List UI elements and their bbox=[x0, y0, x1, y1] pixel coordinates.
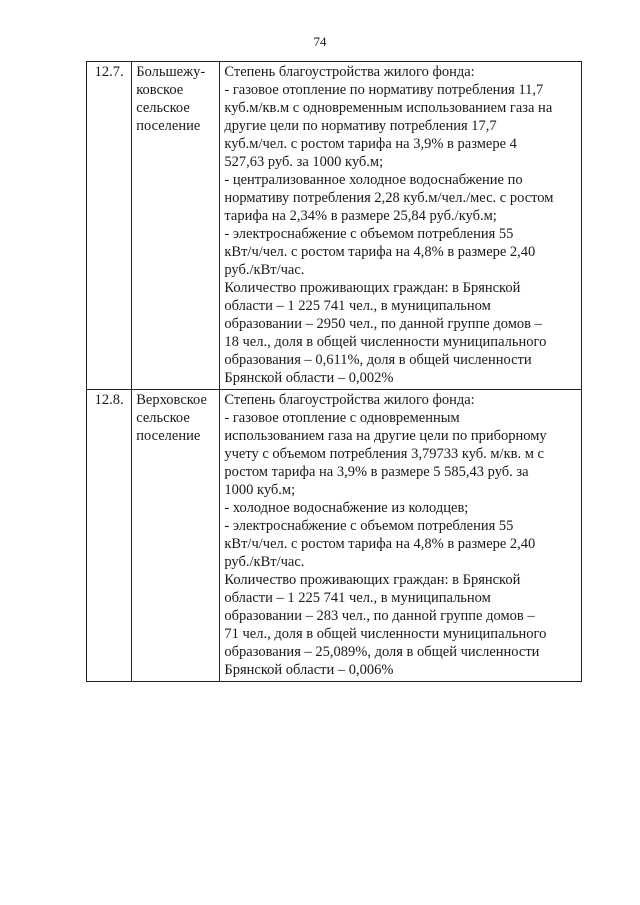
description-line: использованием газа на другие цели по приборному bbox=[224, 428, 547, 444]
description-line: образования – 0,611%, доля в общей численности bbox=[224, 352, 532, 368]
table-row bbox=[87, 390, 582, 682]
row-number: 12.8. bbox=[87, 390, 132, 682]
description-line: - газовое отопление по нормативу потребления 11,7 bbox=[224, 82, 544, 98]
description-line: Количество проживающих граждан: в Брянской bbox=[224, 280, 521, 296]
settlement-name-line: поселение bbox=[136, 118, 201, 134]
description-line: - газовое отопление с одновременным bbox=[224, 410, 460, 426]
description-cell bbox=[220, 62, 582, 390]
description-line: руб./кВт/час. bbox=[224, 262, 305, 278]
settlement-name-cell bbox=[132, 390, 220, 682]
description-line: 527,63 руб. за 1000 куб.м; bbox=[224, 154, 384, 170]
settlement-name-line: ковское bbox=[136, 82, 184, 98]
table-row bbox=[87, 62, 582, 390]
row-number: 12.7. bbox=[87, 62, 132, 390]
settlement-name-cell bbox=[132, 62, 220, 390]
settlement-name-line: сельское bbox=[136, 100, 190, 116]
settlement-name-line: Верховское bbox=[136, 392, 207, 408]
description-line: тарифа на 2,34% в размере 25,84 руб./куб.м; bbox=[224, 208, 497, 224]
description-line: куб.м/кв.м с одновременным использованием газа на bbox=[224, 100, 553, 116]
description-line: ростом тарифа на 3,9% в размере 5 585,43 руб. за bbox=[224, 464, 529, 480]
description-line: руб./кВт/час. bbox=[224, 554, 305, 570]
settlement-name-line: поселение bbox=[136, 428, 201, 444]
description-cell bbox=[220, 390, 582, 682]
settlement-table bbox=[86, 61, 582, 682]
settlement-name-line: Большежу- bbox=[136, 64, 206, 80]
description-line: учету с объемом потребления 3,79733 куб. м/кв. м с bbox=[224, 446, 544, 462]
description-line: 71 чел., доля в общей численности муниципального bbox=[224, 626, 547, 642]
settlement-name-line: сельское bbox=[136, 410, 190, 426]
description-line: образовании – 283 чел., по данной группе домов – bbox=[224, 608, 535, 624]
description-line: образовании – 2950 чел., по данной группе домов – bbox=[224, 316, 542, 332]
description-line: - централизованное холодное водоснабжение по bbox=[224, 172, 523, 188]
description-line: 1000 куб.м; bbox=[224, 482, 296, 498]
description-line: Количество проживающих граждан: в Брянской bbox=[224, 572, 521, 588]
description-line: области – 1 225 741 чел., в муниципальном bbox=[224, 590, 491, 606]
description-line: нормативу потребления 2,28 куб.м/чел./мес. с ростом bbox=[224, 190, 554, 206]
description-line: куб.м/чел. с ростом тарифа на 3,9% в размере 4 bbox=[224, 136, 517, 152]
description-line: кВт/ч/чел. с ростом тарифа на 4,8% в размере 2,40 bbox=[224, 244, 536, 260]
description-line: кВт/ч/чел. с ростом тарифа на 4,8% в размере 2,40 bbox=[224, 536, 536, 552]
description-line: Степень благоустройства жилого фонда: bbox=[224, 64, 475, 80]
description-line: образования – 25,089%, доля в общей численности bbox=[224, 644, 540, 660]
page-number: 74 bbox=[313, 34, 327, 49]
description-line: - холодное водоснабжение из колодцев; bbox=[224, 500, 469, 516]
description-line: 18 чел., доля в общей численности муниципального bbox=[224, 334, 547, 350]
description-line: - электроснабжение с объемом потребления 55 bbox=[224, 518, 514, 534]
description-line: Степень благоустройства жилого фонда: bbox=[224, 392, 475, 408]
description-line: области – 1 225 741 чел., в муниципальном bbox=[224, 298, 491, 314]
description-line: другие цели по нормативу потребления 17,7 bbox=[224, 118, 497, 134]
description-line: Брянской области – 0,002% bbox=[224, 370, 394, 386]
description-line: - электроснабжение с объемом потребления 55 bbox=[224, 226, 514, 242]
description-line: Брянской области – 0,006% bbox=[224, 662, 394, 678]
